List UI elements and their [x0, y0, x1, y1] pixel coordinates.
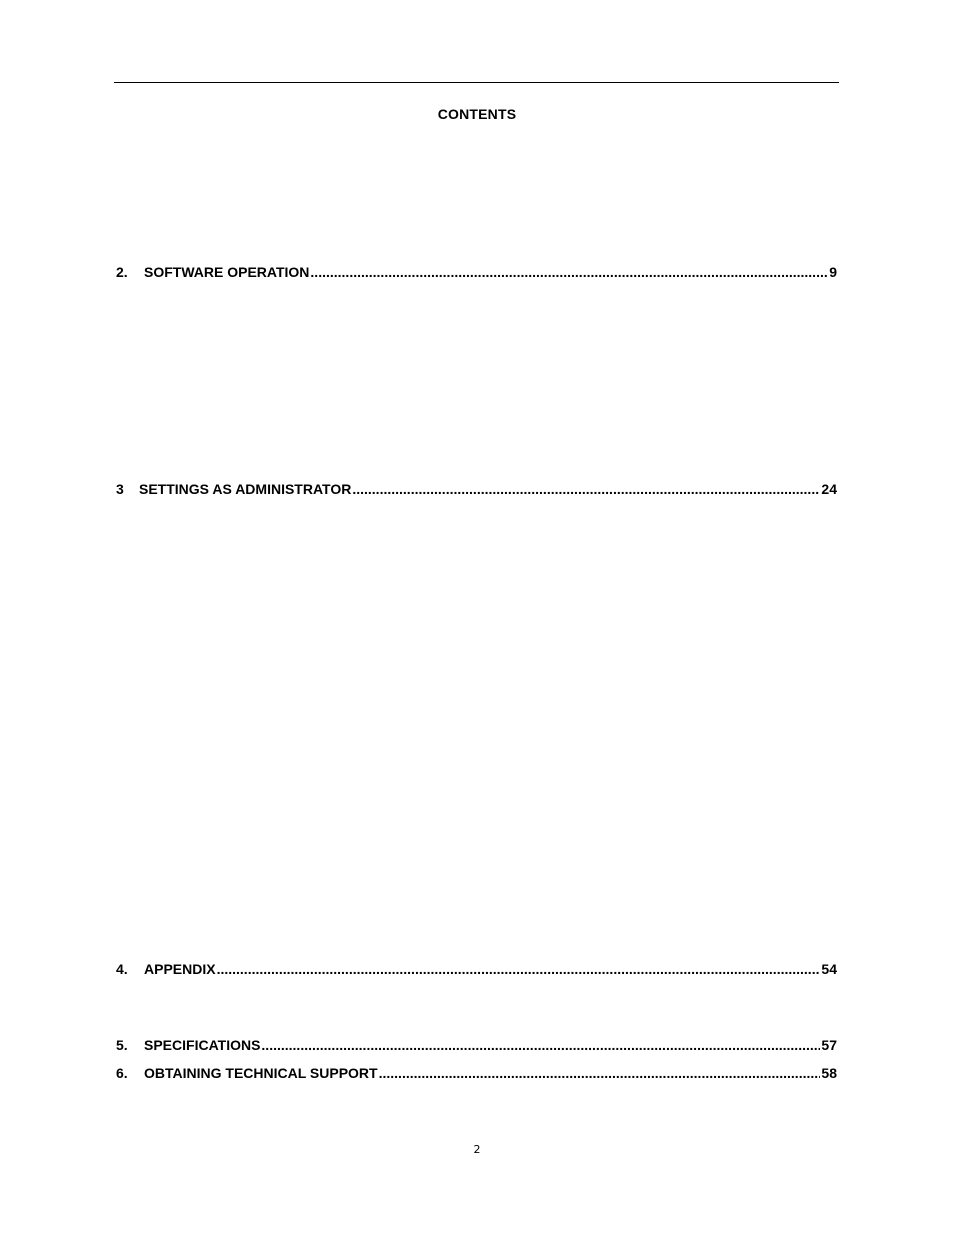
toc-entry-page: 9: [829, 264, 837, 280]
toc-entry-appendix[interactable]: [116, 960, 837, 978]
toc-entry-number: 2.: [116, 264, 128, 280]
toc-entry-title: SETTINGS AS ADMINISTRATOR: [139, 481, 352, 497]
toc-dot-leader: [310, 263, 828, 281]
toc-dot-leader: [379, 1064, 821, 1082]
toc-dot-leader: [261, 1036, 820, 1054]
toc-entry-page: 54: [821, 961, 837, 977]
toc-entry-settings-as-administrator[interactable]: [116, 480, 837, 498]
toc-entry-number: 3: [116, 481, 124, 497]
toc-entry-title: OBTAINING TECHNICAL SUPPORT: [144, 1065, 378, 1081]
contents-heading: CONTENTS: [437, 106, 517, 122]
toc-entry-obtaining-technical-support[interactable]: [116, 1064, 837, 1082]
toc-entry-specifications[interactable]: [116, 1036, 837, 1054]
toc-entry-number: 5.: [116, 1037, 128, 1053]
header-rule: [114, 82, 839, 83]
toc-entry-page: 24: [821, 481, 837, 497]
toc-dot-leader: [352, 480, 820, 498]
toc-entry-page: 58: [821, 1065, 837, 1081]
toc-entry-number: 6.: [116, 1065, 128, 1081]
page-number: 2: [473, 1143, 481, 1156]
toc-entry-title: SPECIFICATIONS: [144, 1037, 261, 1053]
toc-dot-leader: [217, 960, 821, 978]
toc-entry-number: 4.: [116, 961, 128, 977]
toc-entry-software-operation[interactable]: [116, 263, 837, 281]
toc-entry-page: 57: [821, 1037, 837, 1053]
toc-entry-title: SOFTWARE OPERATION: [144, 264, 310, 280]
toc-entry-title: APPENDIX: [144, 961, 216, 977]
